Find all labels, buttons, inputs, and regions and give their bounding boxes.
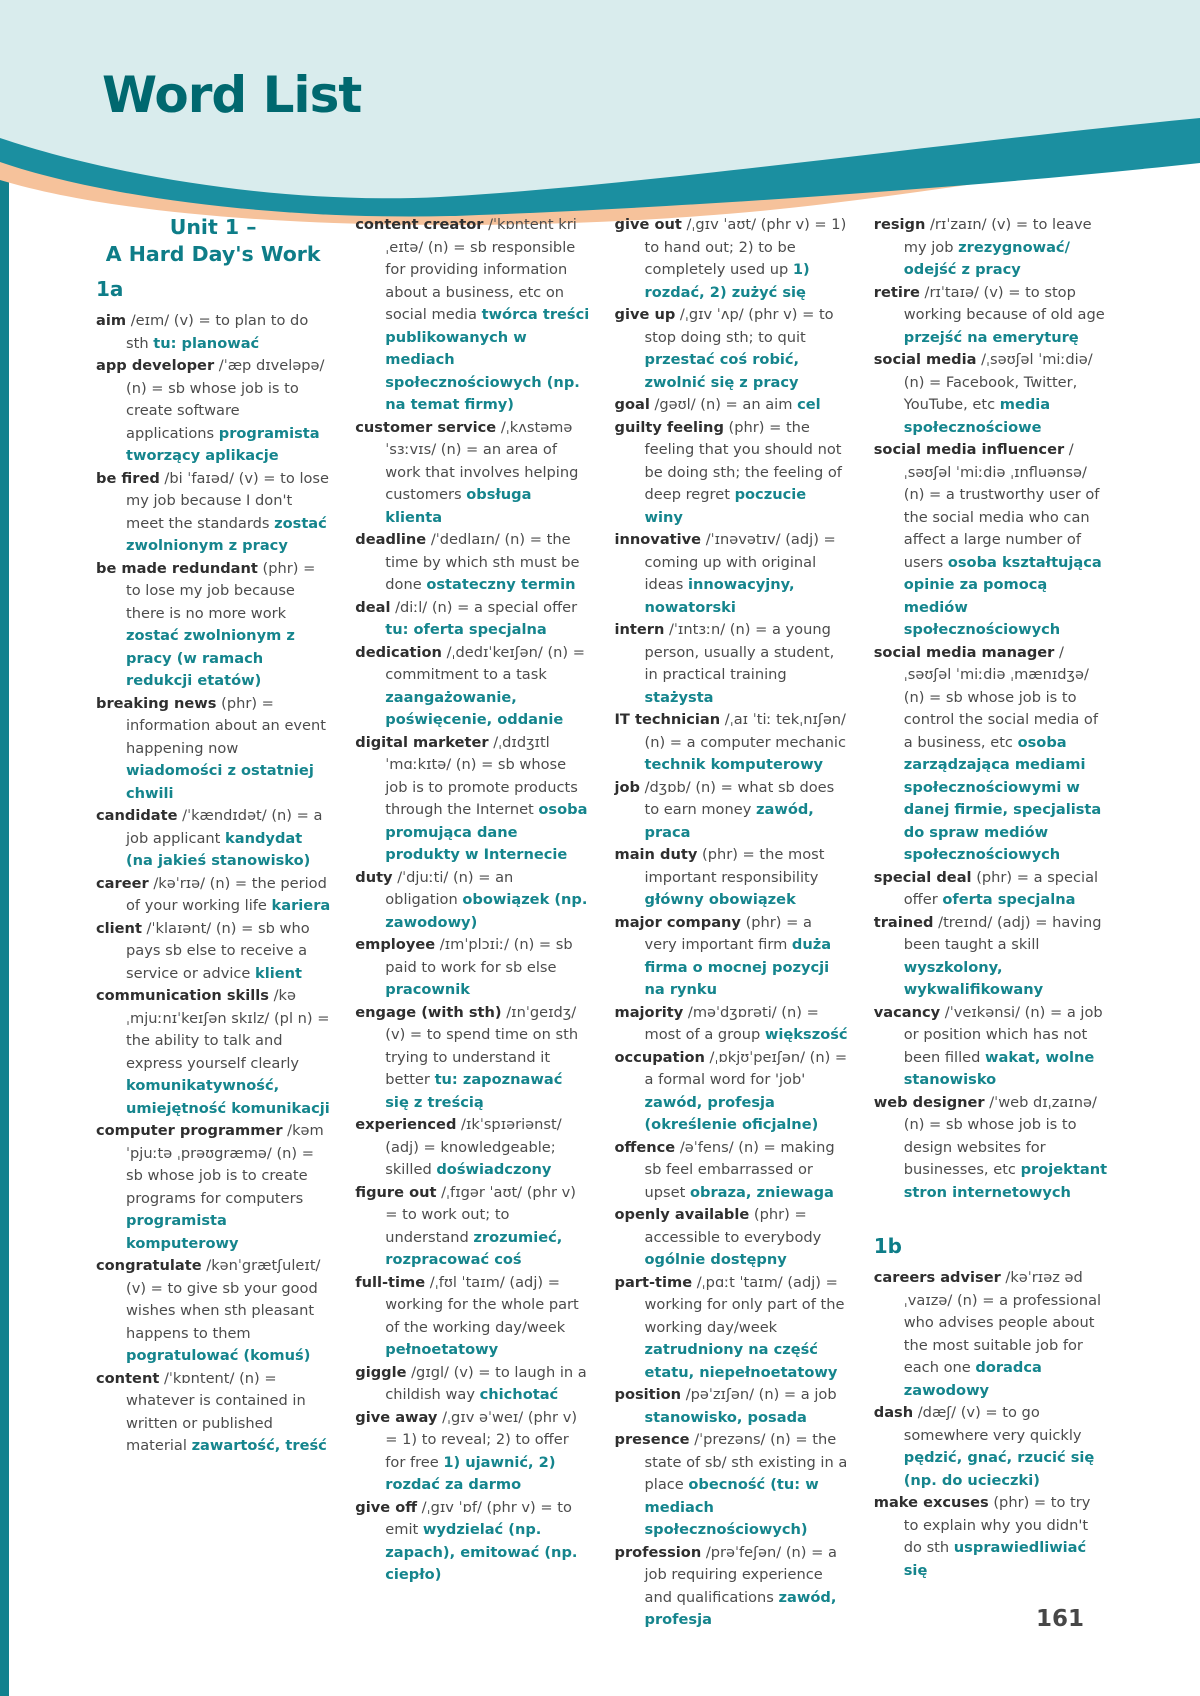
translation: projektant stron internetowych xyxy=(903,1161,1108,1201)
page-title: Word List xyxy=(102,66,362,124)
headword: breaking news xyxy=(96,694,217,712)
entry-full-time xyxy=(355,1272,589,1362)
entry-special-deal xyxy=(874,867,1108,912)
headword: deadline xyxy=(355,531,427,548)
headword: profession xyxy=(614,1543,702,1561)
definition: /rɪˈzaɪn/ (v) = to leave my job xyxy=(903,216,1092,256)
headword: give up xyxy=(614,306,676,323)
definition: (phr) = a very important firm xyxy=(644,913,812,953)
unit-heading-line: Unit 1 – xyxy=(169,215,257,239)
translation: obecność (tu: w mediach społecznościowych) xyxy=(644,1476,819,1538)
entry-web-designer xyxy=(874,1092,1108,1205)
entry-digital-marketer xyxy=(355,732,589,867)
headword: content xyxy=(96,1369,160,1387)
definition: /gɪgl/ (v) = to laugh in a childish way xyxy=(385,1363,587,1403)
definition: /ˈveɪkənsi/ (n) = a job or position which has not been filled xyxy=(903,1003,1103,1066)
entry-majority xyxy=(615,1002,849,1047)
entry-social-media-manager xyxy=(874,642,1108,867)
entry-candidate xyxy=(96,805,330,873)
translation: zrozumieć, rozpracować coś xyxy=(385,1228,563,1268)
translation: zawartość, treść xyxy=(191,1437,327,1455)
entry-give-off xyxy=(355,1497,589,1587)
headword: be made redundant xyxy=(96,559,258,577)
entry-profession xyxy=(615,1542,849,1632)
headword: make excuses xyxy=(873,1494,989,1511)
headword: be fired xyxy=(96,469,160,487)
translation: przejść na emeryturę xyxy=(903,328,1079,346)
entry-retire xyxy=(874,282,1108,350)
definition: /ˈɪntɜːn/ (n) = a young person, usually a student, in practical training xyxy=(644,621,835,683)
entry-goal xyxy=(615,394,849,417)
definition: /ˌgɪv ˈɒf/ (phr v) = to emit xyxy=(385,1498,572,1538)
entry-be-fired xyxy=(96,468,330,558)
definition: /ˈkɒntent kriˌeɪtə/ (n) = sb responsible for providing information about a business, etc on social media xyxy=(385,216,577,323)
headword: figure out xyxy=(355,1183,437,1201)
translation: zrezygnować/ odejść z pracy xyxy=(903,238,1070,278)
definition: (phr) = to lose my job because there is no more work xyxy=(126,559,316,622)
definition: /ˌpɑːt ˈtaɪm/ (adj) = working for only part of the working day/week xyxy=(644,1273,845,1336)
definition: /ˌsəʊʃəl ˈmiːdiə ˌmænɪdʒə/ (n) = sb whose job is to control the social media of a business, etc xyxy=(903,643,1098,751)
headword: careers adviser xyxy=(873,1269,1001,1286)
headword: give out xyxy=(614,216,682,233)
headword: deal xyxy=(355,598,391,616)
headword: guilty feeling xyxy=(614,418,724,436)
entry-give-up xyxy=(615,304,849,394)
definition: /ˈprezəns/ (n) = the state of sb/ sth existing in a place xyxy=(644,1431,848,1493)
headword: career xyxy=(96,874,149,892)
entry-give-away xyxy=(355,1407,589,1497)
unit-heading-line: A Hard Day's Work xyxy=(105,241,321,266)
headword: employee xyxy=(355,936,436,953)
translation: wydzielać (np. zapach), emitować (np. ciepło) xyxy=(385,1521,578,1583)
definition: /ˌɒkjʊˈpeɪʃən/ (n) = a formal word for 'job' xyxy=(644,1048,848,1088)
translation: stanowisko, posada xyxy=(644,1408,807,1426)
definition: /ɪkˈspɪəriənst/ (adj) = knowledgeable; skilled xyxy=(385,1116,562,1178)
headword: app developer xyxy=(96,357,215,375)
entry-deal xyxy=(355,597,589,642)
translation: doradca zawodowy xyxy=(903,1359,1042,1399)
translation: zawód, profesja (określenie oficjalne) xyxy=(644,1093,819,1133)
translation: osoba kształtująca opinie za pomocą mediów społecznościowych xyxy=(903,553,1102,638)
entry-job xyxy=(615,777,849,845)
headword: IT technician xyxy=(614,711,721,728)
definition: (phr) = accessible to everybody xyxy=(644,1206,822,1246)
headword: engage (with sth) xyxy=(355,1003,502,1021)
headword: candidate xyxy=(96,807,178,825)
definition: /rɪˈtaɪə/ (v) = to stop working because of old age xyxy=(903,283,1105,323)
translation: zatrudniony na część etatu, niepełnoetatowy xyxy=(644,1341,838,1381)
headword: content creator xyxy=(355,216,484,233)
headword: intern xyxy=(614,621,665,638)
headword: digital marketer xyxy=(355,733,489,751)
definition: /dʒɒb/ (n) = what sb does to earn money xyxy=(639,778,835,818)
translation: wyszkolony, wykwalifikowany xyxy=(903,958,1044,998)
entry-client xyxy=(96,918,330,986)
entry-offence xyxy=(615,1137,849,1205)
translation: ostateczny termin xyxy=(426,576,576,593)
column-3 xyxy=(615,214,849,1632)
translation: media społecznościowe xyxy=(903,396,1051,436)
definition: (phr) = information about an event happening now xyxy=(126,694,327,757)
translation: wiadomości z ostatniej chwili xyxy=(126,762,314,802)
translation: przestać coś robić, zwolnić się z pracy xyxy=(644,351,800,391)
definition: /ˌkʌstəmə ˈsɜːvɪs/ (n) = an area of work that involves helping customers xyxy=(385,418,579,503)
entry-innovative xyxy=(615,529,849,619)
headword: presence xyxy=(614,1431,690,1448)
definition: /ˌsəʊʃəl ˈmiːdiə/ (n) = Facebook, Twitter, YouTube, etc xyxy=(903,351,1093,413)
translation: większość xyxy=(764,1026,848,1043)
translation: chichotać xyxy=(479,1386,559,1403)
translation: programista komputerowy xyxy=(126,1212,239,1252)
section-label-1a: 1a xyxy=(96,277,124,302)
translation: zostać zwolnionym z pracy (w ramach redukcji etatów) xyxy=(126,627,295,690)
translation: osoba zarządzająca mediami społecznościowymi w danej firmie, specjalista do spraw mediów społecznościowych xyxy=(903,733,1102,863)
definition: /ˈdedlaɪn/ (n) = the time by which sth must be done xyxy=(385,531,580,593)
translation: osoba promująca dane produkty w Internecie xyxy=(385,801,588,863)
headword: major company xyxy=(614,913,741,931)
entry-occupation xyxy=(615,1047,849,1137)
entry-content xyxy=(96,1368,330,1458)
translation: technik komputerowy xyxy=(644,756,824,773)
entry-breaking-news xyxy=(96,693,330,806)
headword: customer service xyxy=(355,418,497,436)
entry-be-made-redundant xyxy=(96,558,330,693)
entry-guilty-feeling xyxy=(615,417,849,530)
entry-career xyxy=(96,873,330,918)
entry-openly-available xyxy=(615,1204,849,1272)
entry-main-duty xyxy=(615,844,849,912)
translation: 1) rozdać, 2) zużyć się xyxy=(644,261,810,301)
definition: /ˈklaɪənt/ (n) = sb who pays sb else to receive a service or advice xyxy=(126,919,310,982)
definition: /ˌsəʊʃəl ˈmiːdiə ˌɪnfluənsə/ (n) = a trustworthy user of the social media who can affect a large number of users xyxy=(903,441,1100,571)
definition: /ɪmˈplɔɪiː/ (n) = sb paid to work for sb else xyxy=(385,936,573,976)
entry-make-excuses xyxy=(874,1492,1108,1582)
definition: /ˌgɪv ˈʌp/ (phr v) = to stop doing sth; to quit xyxy=(644,306,834,346)
headword: duty xyxy=(355,868,393,886)
entry-communication-skills xyxy=(96,985,330,1120)
headword: dash xyxy=(873,1404,914,1421)
translation: tu: oferta specjalna xyxy=(385,621,547,638)
translation: zawód, praca xyxy=(644,801,814,841)
headword: social media manager xyxy=(873,643,1055,661)
translation: wakat, wolne stanowisko xyxy=(903,1048,1095,1088)
entry-app-developer xyxy=(96,355,330,468)
definition: /ˌdedɪˈkeɪʃən/ (n) = commitment to a task xyxy=(385,643,585,683)
headword: communication skills xyxy=(96,987,269,1005)
entry-congratulate xyxy=(96,1255,330,1368)
entry-engage-with-sth xyxy=(355,1002,589,1115)
entry-computer-programmer xyxy=(96,1120,330,1255)
entry-customer-service xyxy=(355,417,589,530)
headword: web designer xyxy=(873,1093,985,1111)
headword: social media influencer xyxy=(873,441,1065,458)
headword: resign xyxy=(873,216,926,233)
headword: main duty xyxy=(614,846,698,863)
definition: /dæʃ/ (v) = to go somewhere very quickly xyxy=(903,1404,1082,1444)
entry-position xyxy=(615,1384,849,1429)
definition: (phr) = the most important responsibility xyxy=(644,846,825,886)
translation: duża firma o mocnej pozycji na rynku xyxy=(644,936,832,998)
entry-dedication xyxy=(355,642,589,732)
definition: /kəˌmjuːnɪˈkeɪʃən skɪlz/ (pl n) = the ability to talk and express yourself clearly xyxy=(126,987,330,1072)
translation: stażysta xyxy=(644,688,714,706)
headword: experienced xyxy=(355,1116,457,1133)
definition: /əˈfens/ (n) = making sb feel embarrassed or upset xyxy=(644,1138,835,1201)
headword: vacancy xyxy=(873,1003,941,1021)
translation: programista tworzący aplikacje xyxy=(126,424,320,465)
entry-intern xyxy=(615,619,849,709)
translation: 1) ujawnić, 2) rozdać za darmo xyxy=(385,1453,556,1493)
definition: /ˈdjuːti/ (n) = an obligation xyxy=(385,868,514,908)
translation: kariera xyxy=(271,897,331,915)
translation: klient xyxy=(255,964,303,982)
definition: (phr) = the feeling that you should not be doing sth; the feeling of deep regret xyxy=(644,418,842,503)
translation: obowiązek (np. zawodowy) xyxy=(385,891,588,931)
definition: /bi ˈfaɪəd/ (v) = to lose my job because I don't meet the standards xyxy=(126,469,330,532)
definition: /pəˈzɪʃən/ (n) = a job xyxy=(681,1386,837,1403)
headword: aim xyxy=(96,312,127,330)
headword: computer programmer xyxy=(96,1122,283,1140)
headword: full-time xyxy=(355,1273,426,1291)
translation: ogólnie dostępny xyxy=(644,1251,787,1268)
translation: główny obowiązek xyxy=(644,891,796,908)
column-4 xyxy=(874,214,1108,1632)
translation: pracownik xyxy=(385,981,470,998)
translation: obsługa klienta xyxy=(385,486,532,526)
entry-major-company xyxy=(615,912,849,1002)
definition: (phr) = to try to explain why you didn't do sth xyxy=(903,1494,1091,1556)
translation: pogratulować (komuś) xyxy=(126,1347,311,1365)
definition: /ˌgɪv əˈweɪ/ (phr v) = 1) to reveal; 2) to offer for free xyxy=(385,1408,578,1471)
translation: pędzić, gnać, rzucić się (np. do ucieczki) xyxy=(903,1449,1095,1489)
entry-resign xyxy=(874,214,1108,282)
definition: /ˈkændɪdət/ (n) = a job applicant xyxy=(126,807,323,847)
translation: tu: zapoznawać się z treścią xyxy=(385,1071,563,1111)
headword: retire xyxy=(873,283,920,301)
definition: /ˌdɪdʒɪtl ˈmɑːkɪtə/ (n) = sb whose job is to promote products through the Internet xyxy=(385,733,578,818)
definition: /kəmˈpjuːtə ˌprəʊgræmə/ (n) = sb whose job is to create programs for computers xyxy=(126,1122,324,1207)
definition: /ˈɪnəvətɪv/ (adj) = coming up with original ideas xyxy=(644,531,836,593)
entry-experienced xyxy=(355,1114,589,1182)
entry-aim xyxy=(96,310,330,355)
headword: give away xyxy=(355,1408,438,1426)
headword: social media xyxy=(873,351,977,368)
entry-giggle xyxy=(355,1362,589,1407)
definition: /ˈæp dɪveləpə/ (n) = sb whose job is to create software applications xyxy=(126,357,325,442)
headword: special deal xyxy=(873,868,972,886)
word-list-columns xyxy=(96,214,1108,1632)
entry-social-media xyxy=(874,349,1108,439)
translation: oferta specjalna xyxy=(942,891,1076,908)
definition: /məˈdʒɒrəti/ (n) = most of a group xyxy=(644,1003,819,1043)
section-label-1b: 1b xyxy=(873,1234,902,1258)
headword: trained xyxy=(873,913,934,931)
definition: /ˌaɪ ˈtiː tekˌnɪʃən/ (n) = a computer mechanic xyxy=(644,711,846,751)
entry-dash xyxy=(874,1402,1108,1492)
definition: /diːl/ (n) = a special offer xyxy=(390,598,578,616)
entry-social-media-influencer xyxy=(874,439,1108,642)
entry-presence xyxy=(615,1429,849,1542)
translation: twórca treści publikowanych w mediach społecznościowych (np. na temat firmy) xyxy=(385,306,590,413)
translation: tu: planować xyxy=(153,334,260,352)
definition: /treɪnd/ (adj) = having been taught a skill xyxy=(903,913,1102,953)
entry-careers-adviser xyxy=(874,1267,1108,1402)
definition: /ˌfɪgər ˈaʊt/ (phr v) = to work out; to understand xyxy=(385,1183,576,1246)
translation: usprawiedliwiać się xyxy=(903,1539,1087,1579)
headword: part-time xyxy=(614,1273,693,1291)
definition: /ɪnˈgeɪdʒ/ (v) = to spend time on sth trying to understand it better xyxy=(385,1003,579,1088)
entry-deadline xyxy=(355,529,589,597)
definition: (phr) = a special offer xyxy=(903,868,1099,908)
definition: /gəʊl/ (n) = an aim xyxy=(649,396,798,413)
definition: /kəˈrɪəz ədˌvaɪzə/ (n) = a professional who advises people about the most suitable job for each one xyxy=(903,1269,1102,1376)
headword: give off xyxy=(355,1498,418,1516)
definition: /ˌfʊl ˈtaɪm/ (adj) = working for the whole part of the working day/week xyxy=(385,1273,579,1336)
definition: /kənˈgrætʃuleɪt/ (v) = to give sb your good wishes when sth pleasant happens to them xyxy=(126,1257,321,1342)
translation: innowacyjny, nowatorski xyxy=(644,576,795,616)
definition: /ˌgɪv ˈaʊt/ (phr v) = 1) to hand out; 2) to be completely used up xyxy=(644,216,847,278)
translation: pełnoetatowy xyxy=(385,1341,499,1358)
headword: dedication xyxy=(355,643,442,661)
headword: innovative xyxy=(614,531,702,548)
headword: openly available xyxy=(614,1206,750,1223)
translation: cel xyxy=(797,396,821,413)
page-number: 161 xyxy=(1036,1606,1085,1632)
definition: /eɪm/ (v) = to plan to do sth xyxy=(126,312,309,352)
entry-content-creator xyxy=(355,214,589,417)
column-2 xyxy=(355,214,589,1632)
headword: giggle xyxy=(355,1363,407,1381)
entry-vacancy xyxy=(874,1002,1108,1092)
entry-give-out xyxy=(615,214,849,304)
headword: majority xyxy=(614,1003,684,1021)
translation: zaangażowanie, poświęcenie, oddanie xyxy=(385,688,564,728)
headword: job xyxy=(614,778,640,796)
entry-it-technician xyxy=(615,709,849,777)
entry-duty xyxy=(355,867,589,935)
definition: /kəˈrɪə/ (n) = the period of your working life xyxy=(126,874,327,915)
translation: zawód, profesja xyxy=(644,1588,837,1628)
entry-figure-out xyxy=(355,1182,589,1272)
definition: /ˈkɒntent/ (n) = whatever is contained in written or published material xyxy=(126,1369,306,1455)
column-1 xyxy=(96,214,330,1632)
definition: /prəˈfeʃən/ (n) = a job requiring experience and qualifications xyxy=(644,1543,837,1606)
entry-trained xyxy=(874,912,1108,1002)
translation: obraza, zniewaga xyxy=(689,1183,834,1201)
headword: offence xyxy=(614,1138,676,1156)
entry-employee xyxy=(355,934,589,1002)
headword: occupation xyxy=(614,1048,705,1066)
headword: congratulate xyxy=(96,1257,202,1275)
unit-heading xyxy=(96,214,330,267)
translation: doświadczony xyxy=(436,1161,552,1178)
translation: zostać zwolnionym z pracy xyxy=(126,514,327,555)
definition: /ˈweb dɪˌzaɪnə/ (n) = sb whose job is to design websites for businesses, etc xyxy=(903,1093,1097,1178)
translation: komunikatywność, umiejętność komunikacji xyxy=(126,1077,330,1117)
headword: position xyxy=(614,1386,682,1403)
translation: kandydat (na jakieś stanowisko) xyxy=(126,829,311,870)
left-edge-bar xyxy=(0,148,9,1696)
entry-part-time xyxy=(615,1272,849,1385)
headword: client xyxy=(96,919,142,937)
translation: poczucie winy xyxy=(644,486,807,526)
headword: goal xyxy=(614,396,650,413)
